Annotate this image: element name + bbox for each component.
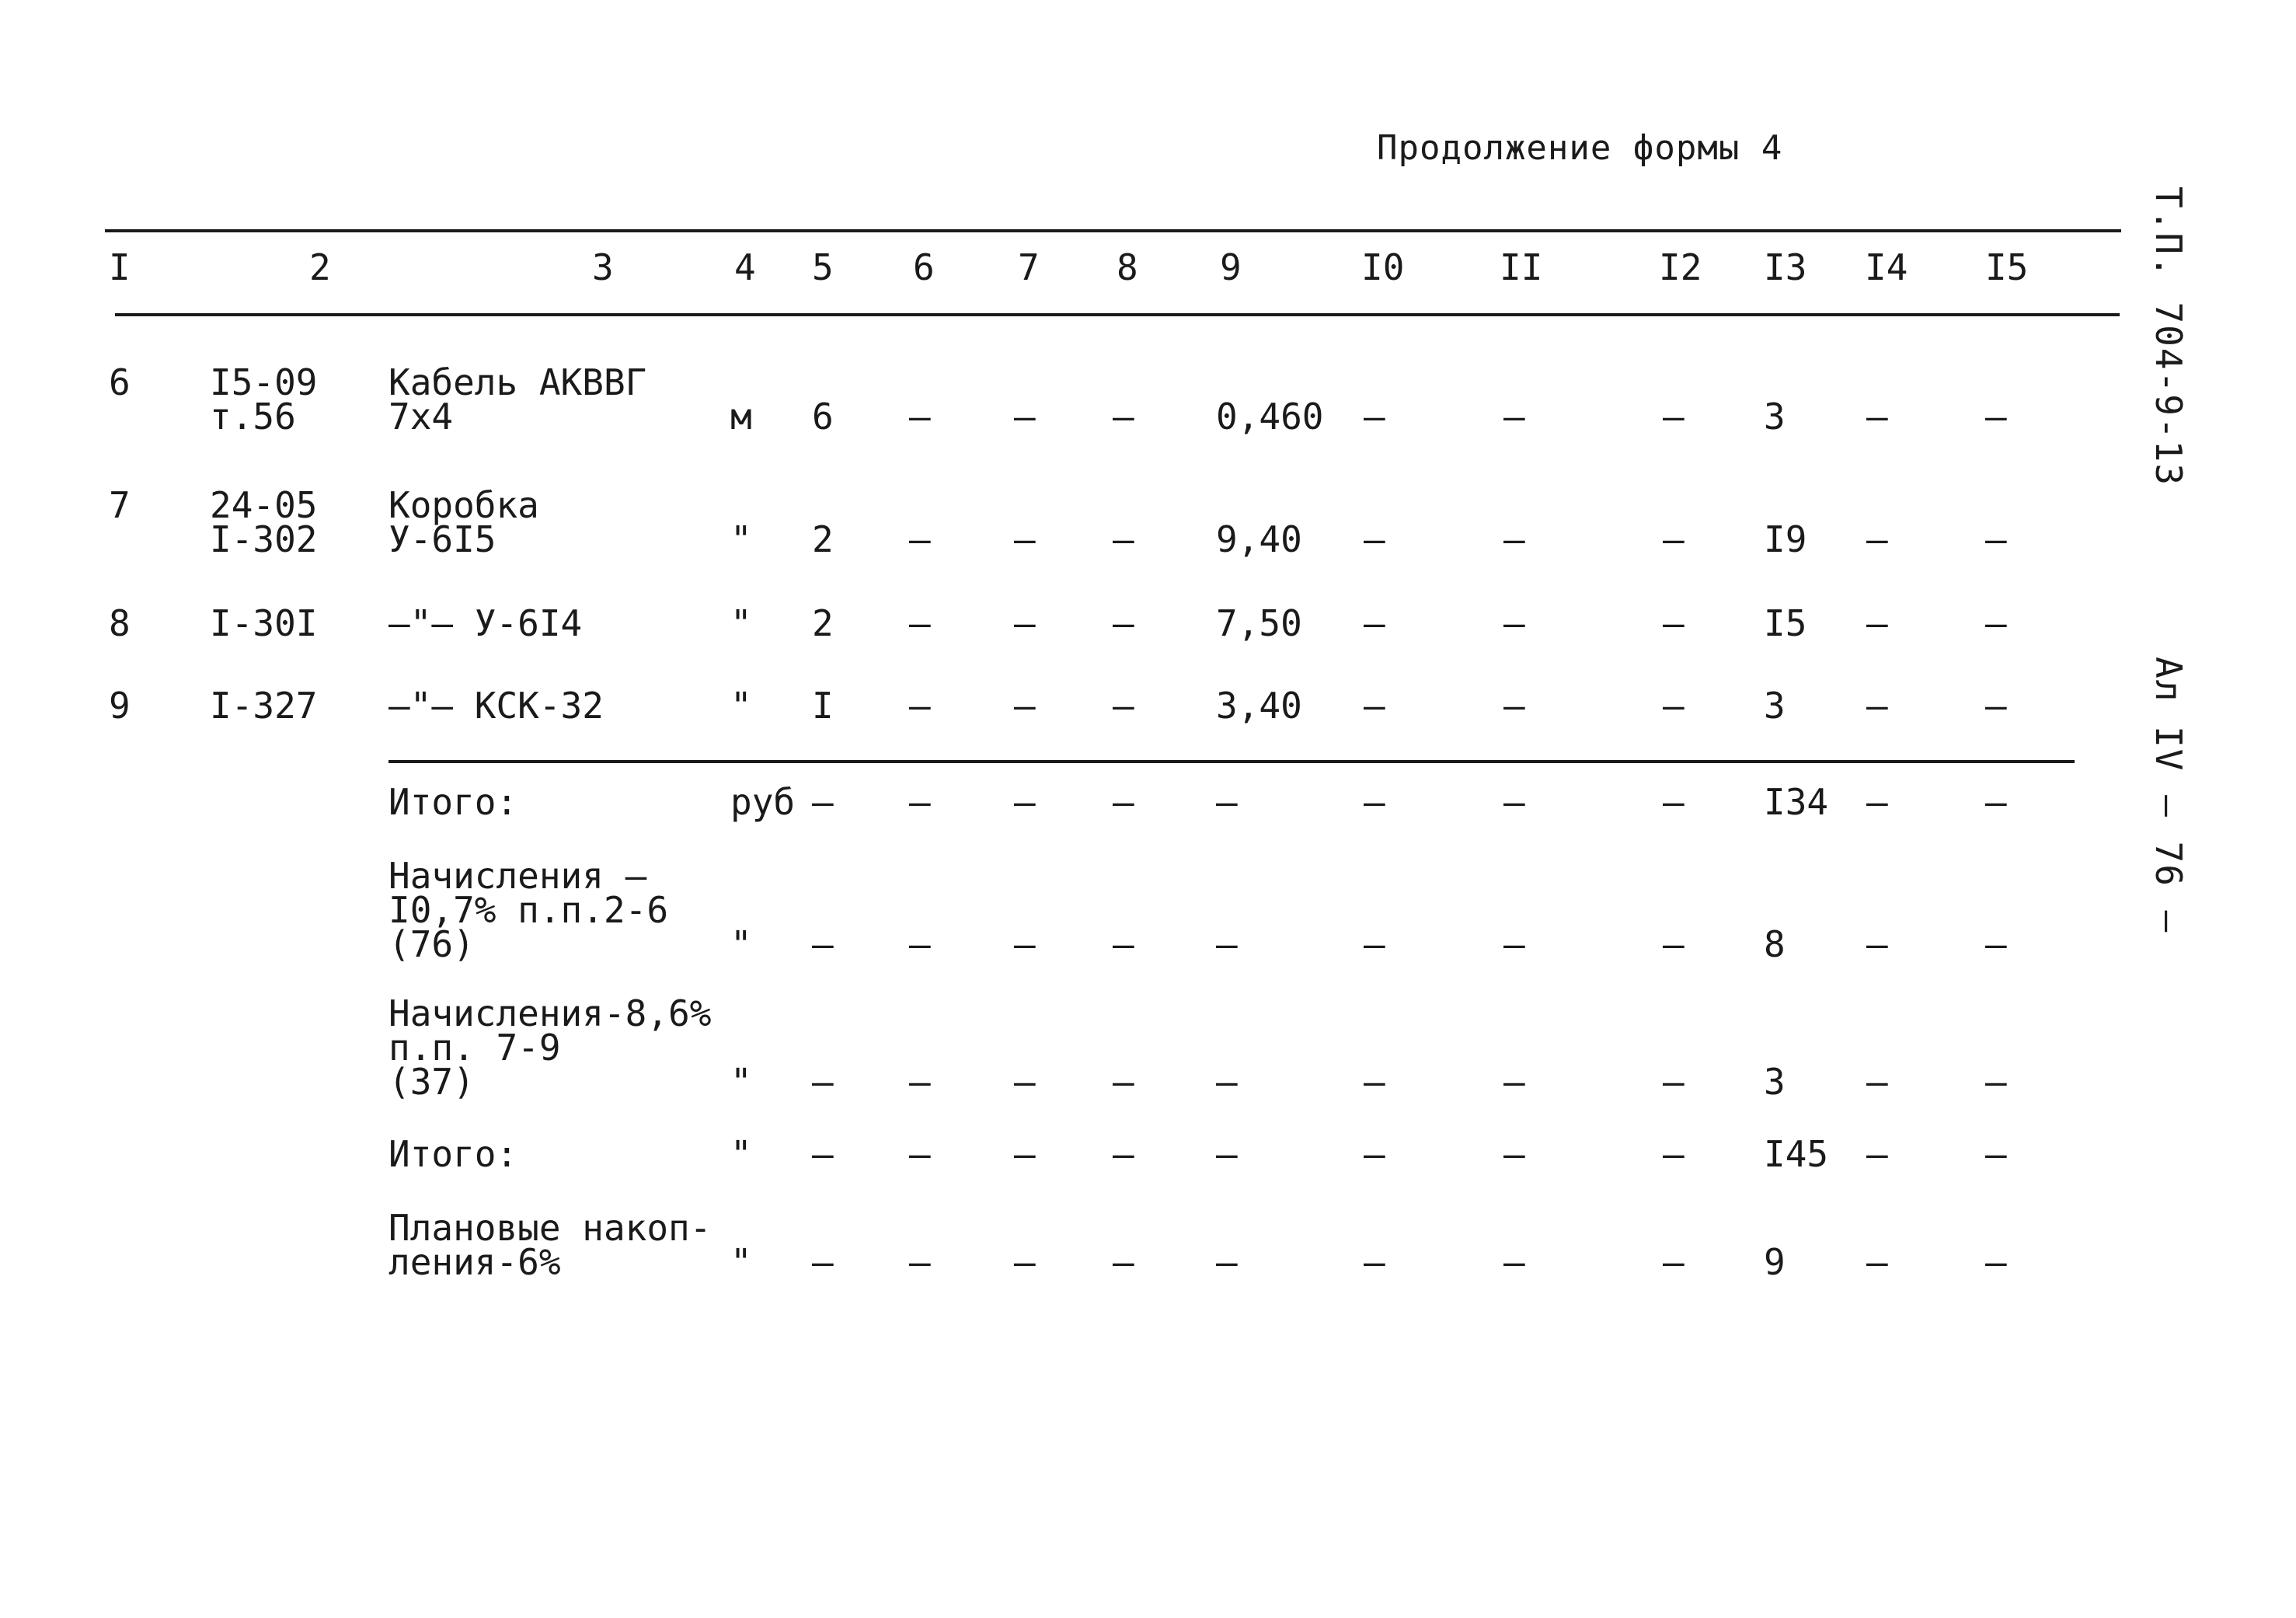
summary-cell: – bbox=[1014, 1241, 1036, 1283]
summary-cell: – bbox=[1113, 1241, 1134, 1283]
row-name-line: Кабель АКВВГ bbox=[388, 361, 647, 403]
table-cell: I bbox=[812, 685, 834, 727]
summary-cell: – bbox=[1985, 781, 2007, 823]
summary-cell: – bbox=[1113, 781, 1134, 823]
table-cell: " bbox=[730, 518, 752, 560]
summary-cell: – bbox=[1364, 781, 1385, 823]
summary-cell: – bbox=[909, 923, 931, 965]
summary-label-line: I0,7% п.п.2-6 bbox=[388, 889, 669, 931]
summary-label-line: Начисления – bbox=[388, 855, 647, 897]
summary-cell: – bbox=[1985, 1133, 2007, 1175]
row-name bbox=[388, 602, 583, 644]
table-cell: – bbox=[1663, 396, 1685, 438]
row-code-line: т.56 bbox=[210, 396, 296, 438]
summary-cell: – bbox=[1866, 923, 1888, 965]
row-name bbox=[388, 685, 604, 727]
summary-cell: – bbox=[909, 1133, 931, 1175]
side-label-project: Т.П. 704-9-13 bbox=[2148, 187, 2190, 487]
summary-cell: – bbox=[1014, 1061, 1036, 1103]
column-header: 9 bbox=[1220, 246, 1242, 288]
summary-cell: – bbox=[1364, 1133, 1385, 1175]
row-code bbox=[210, 602, 318, 644]
summary-cell: 9 bbox=[1764, 1241, 1786, 1283]
row-code-line: I5-09 bbox=[210, 361, 318, 403]
table-cell: 6 bbox=[812, 396, 834, 438]
summary-cell: – bbox=[1014, 781, 1036, 823]
table-cell: – bbox=[1866, 396, 1888, 438]
column-header: II bbox=[1500, 246, 1543, 288]
table-cell: – bbox=[909, 518, 931, 560]
row-name bbox=[388, 361, 647, 438]
table-cell: – bbox=[1663, 685, 1685, 727]
summary-label-line: Итого: bbox=[388, 781, 518, 823]
summary-cell: – bbox=[1503, 923, 1525, 965]
row-code bbox=[210, 685, 318, 727]
row-name-line: –"– У-6I4 bbox=[388, 602, 583, 644]
table-cell: " bbox=[730, 602, 752, 644]
summary-cell: – bbox=[1113, 1133, 1134, 1175]
summary-cell: – bbox=[1866, 1061, 1888, 1103]
column-header: 6 bbox=[913, 246, 935, 288]
summary-label-line: Начисления-8,6% bbox=[388, 992, 712, 1034]
table-cell: – bbox=[1503, 396, 1525, 438]
row-code-line: 24-05 bbox=[210, 484, 318, 526]
summary-cell: " bbox=[730, 1241, 752, 1283]
table-cell: – bbox=[1364, 602, 1385, 644]
row-name-line: –"– КСК-32 bbox=[388, 685, 604, 727]
column-header: 5 bbox=[812, 246, 834, 288]
table-cell: – bbox=[1985, 396, 2007, 438]
row-code bbox=[210, 361, 318, 438]
table-cell: 0,460 bbox=[1216, 396, 1324, 438]
summary-cell: I34 bbox=[1764, 781, 1829, 823]
summary-cell: 3 bbox=[1764, 1061, 1786, 1103]
summary-cell: – bbox=[1866, 781, 1888, 823]
summary-cell: – bbox=[1113, 923, 1134, 965]
summary-cell: – bbox=[1503, 1133, 1525, 1175]
table-cell: I5 bbox=[1764, 602, 1807, 644]
row-code-line: I-30I bbox=[210, 602, 318, 644]
table-cell: – bbox=[1364, 518, 1385, 560]
side-label-album: Ал IV — 76 — bbox=[2148, 657, 2190, 934]
summary-cell: – bbox=[812, 1061, 834, 1103]
column-header: I5 bbox=[1985, 246, 2029, 288]
summary-cell: – bbox=[1663, 1241, 1685, 1283]
summary-cell: – bbox=[1503, 781, 1525, 823]
table-cell: – bbox=[1113, 518, 1134, 560]
summary-cell: – bbox=[812, 1133, 834, 1175]
summary-cell: – bbox=[1216, 1133, 1238, 1175]
table-cell: 7,50 bbox=[1216, 602, 1302, 644]
summary-cell: – bbox=[1866, 1241, 1888, 1283]
summary-cell: – bbox=[1216, 923, 1238, 965]
table-cell: 2 bbox=[812, 518, 834, 560]
summary-cell: – bbox=[1216, 1241, 1238, 1283]
row-number: 9 bbox=[109, 685, 131, 727]
column-header: I bbox=[109, 246, 131, 288]
row-code-line: I-302 bbox=[210, 518, 318, 560]
row-code bbox=[210, 484, 318, 560]
row-name-line: У-6I5 bbox=[388, 518, 496, 560]
summary-cell: – bbox=[1364, 1241, 1385, 1283]
summary-cell: I45 bbox=[1764, 1133, 1829, 1175]
header-bottom-rule bbox=[115, 313, 2120, 316]
table-cell: – bbox=[1364, 685, 1385, 727]
summary-label bbox=[388, 1207, 712, 1283]
summary-cell: " bbox=[730, 923, 752, 965]
table-cell: – bbox=[1985, 602, 2007, 644]
table-cell: 9,40 bbox=[1216, 518, 1302, 560]
summary-cell: – bbox=[1216, 1061, 1238, 1103]
page-heading: Продолжение формы 4 bbox=[1377, 128, 1783, 168]
summary-label bbox=[388, 992, 712, 1103]
table-cell: м bbox=[730, 396, 752, 438]
summary-label-line: Итого: bbox=[388, 1133, 518, 1175]
column-header: I4 bbox=[1865, 246, 1908, 288]
column-header: I0 bbox=[1361, 246, 1405, 288]
row-name-line: Коробка bbox=[388, 484, 539, 526]
summary-cell: – bbox=[1503, 1241, 1525, 1283]
table-cell: – bbox=[1113, 602, 1134, 644]
column-header: 8 bbox=[1117, 246, 1138, 288]
table-cell: – bbox=[1866, 518, 1888, 560]
table-cell: – bbox=[1113, 685, 1134, 727]
table-cell: 2 bbox=[812, 602, 834, 644]
column-header: 2 bbox=[309, 246, 331, 288]
summary-label-line: (76) bbox=[388, 923, 475, 965]
summary-cell: – bbox=[1364, 923, 1385, 965]
summary-cell: – bbox=[1985, 923, 2007, 965]
table-cell: – bbox=[1364, 396, 1385, 438]
table-cell: – bbox=[909, 685, 931, 727]
summary-label-line: (37) bbox=[388, 1061, 475, 1103]
table-cell: " bbox=[730, 685, 752, 727]
table-cell: – bbox=[1503, 602, 1525, 644]
column-header: 7 bbox=[1018, 246, 1040, 288]
table-cell: – bbox=[909, 396, 931, 438]
table-cell: – bbox=[1503, 518, 1525, 560]
table-cell: – bbox=[1985, 685, 2007, 727]
table-cell: 3,40 bbox=[1216, 685, 1302, 727]
summary-label bbox=[388, 855, 669, 965]
table-cell: 3 bbox=[1764, 685, 1786, 727]
summary-cell: – bbox=[1364, 1061, 1385, 1103]
summary-cell: " bbox=[730, 1061, 752, 1103]
table-cell: – bbox=[1663, 602, 1685, 644]
summary-label bbox=[388, 781, 518, 823]
table-cell: – bbox=[1014, 685, 1036, 727]
table-cell: – bbox=[1014, 518, 1036, 560]
summary-cell: – bbox=[812, 923, 834, 965]
summary-cell: – bbox=[1113, 1061, 1134, 1103]
row-name-line: 7х4 bbox=[388, 396, 454, 438]
summary-cell: – bbox=[909, 1241, 931, 1283]
table-cell: – bbox=[1985, 518, 2007, 560]
summary-label-line: ления-6% bbox=[388, 1241, 561, 1283]
summary-cell: – bbox=[1985, 1241, 2007, 1283]
subtotal-rule bbox=[388, 760, 2075, 763]
summary-cell: – bbox=[1866, 1133, 1888, 1175]
column-header: I2 bbox=[1659, 246, 1702, 288]
table-top-rule bbox=[105, 229, 2121, 232]
column-header: I3 bbox=[1764, 246, 1807, 288]
column-header: 4 bbox=[734, 246, 756, 288]
summary-cell: – bbox=[1985, 1061, 2007, 1103]
row-number: 6 bbox=[109, 361, 131, 403]
table-cell: – bbox=[909, 602, 931, 644]
summary-cell: – bbox=[812, 1241, 834, 1283]
summary-cell: – bbox=[1014, 1133, 1036, 1175]
summary-cell: – bbox=[909, 1061, 931, 1103]
summary-cell: – bbox=[1663, 781, 1685, 823]
row-number: 8 bbox=[109, 602, 131, 644]
row-name bbox=[388, 484, 539, 560]
row-code-line: I-327 bbox=[210, 685, 318, 727]
table-cell: 3 bbox=[1764, 396, 1786, 438]
summary-cell: – bbox=[1216, 781, 1238, 823]
summary-cell: руб bbox=[730, 781, 796, 823]
table-cell: – bbox=[1503, 685, 1525, 727]
summary-cell: 8 bbox=[1764, 923, 1786, 965]
summary-cell: – bbox=[812, 781, 834, 823]
table-cell: – bbox=[1014, 396, 1036, 438]
table-cell: – bbox=[1113, 396, 1134, 438]
table-cell: – bbox=[1014, 602, 1036, 644]
summary-cell: – bbox=[1663, 923, 1685, 965]
summary-cell: – bbox=[1014, 923, 1036, 965]
column-header: 3 bbox=[592, 246, 614, 288]
summary-label-line: п.п. 7-9 bbox=[388, 1027, 561, 1069]
row-number: 7 bbox=[109, 484, 131, 526]
summary-label bbox=[388, 1133, 518, 1175]
summary-label-line: Плановые накоп- bbox=[388, 1207, 712, 1249]
summary-cell: – bbox=[1503, 1061, 1525, 1103]
table-cell: I9 bbox=[1764, 518, 1807, 560]
summary-cell: " bbox=[730, 1133, 752, 1175]
table-cell: – bbox=[1663, 518, 1685, 560]
table-cell: – bbox=[1866, 685, 1888, 727]
table-cell: – bbox=[1866, 602, 1888, 644]
summary-cell: – bbox=[1663, 1133, 1685, 1175]
summary-cell: – bbox=[909, 781, 931, 823]
summary-cell: – bbox=[1663, 1061, 1685, 1103]
